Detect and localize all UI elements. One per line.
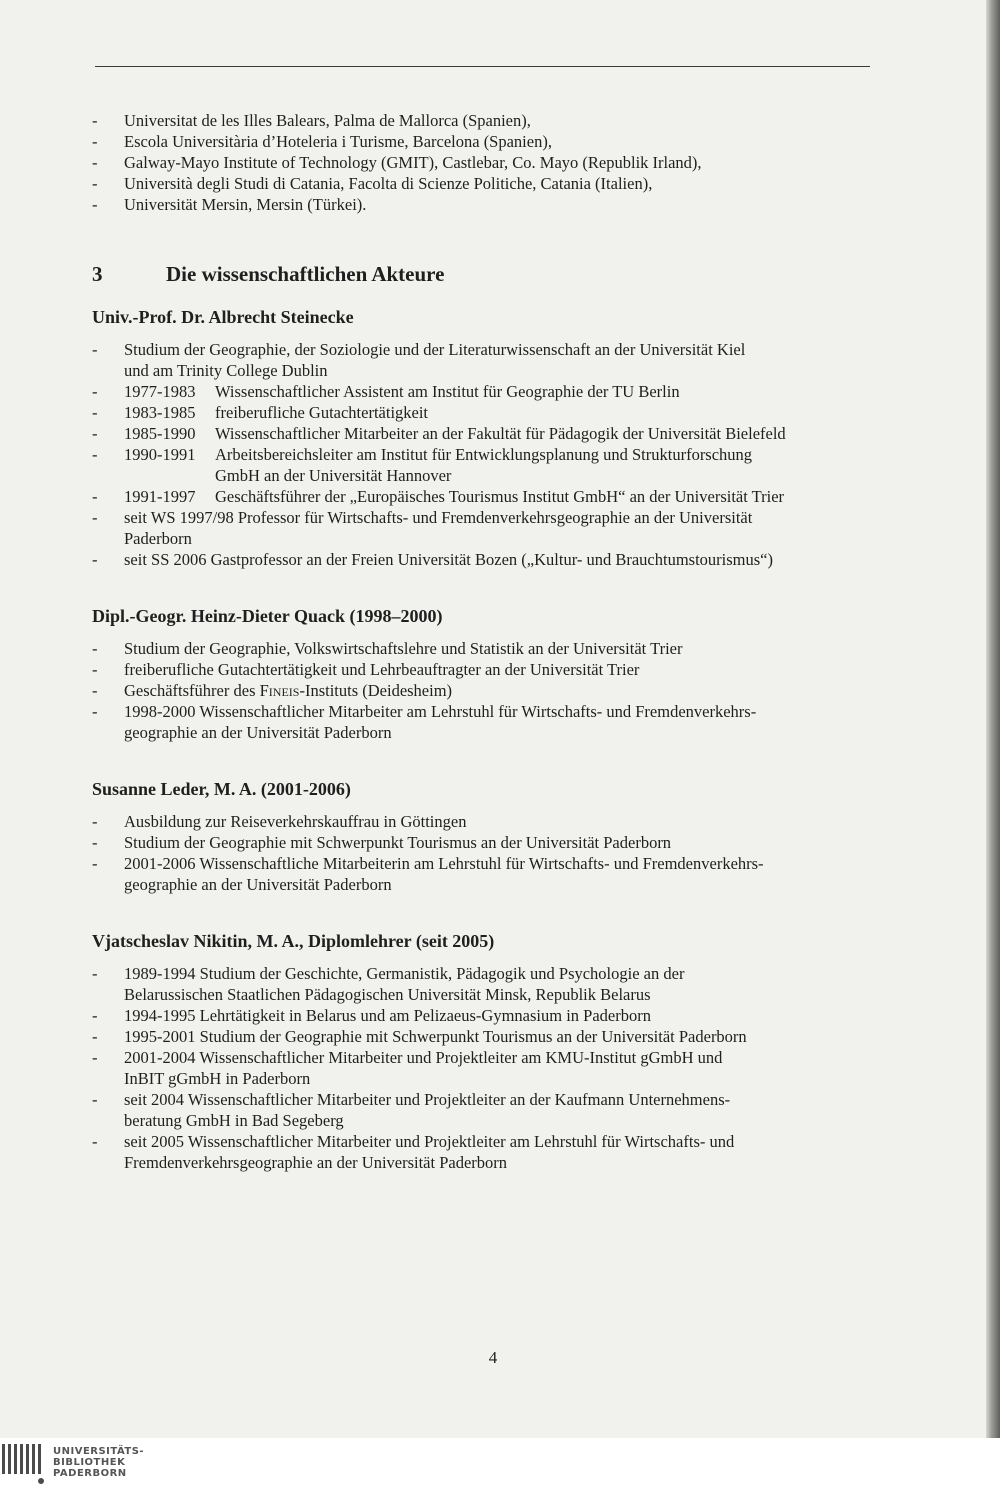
list-item	[92, 1131, 892, 1173]
item-line: InBIT gGmbH in Paderborn	[124, 1069, 311, 1088]
logo-line: UNIVERSITÄTS-	[53, 1446, 145, 1457]
item-text: Wissenschaftlicher Assistent am Institut für Geographie der TU Berlin	[215, 382, 680, 401]
cv-list-steinecke	[92, 339, 892, 570]
cv-list-nikitin	[92, 963, 892, 1173]
item-text: Wissenschaftlicher Mitarbeiter an der Fakultät für Pädagogik der Universität Bielefeld	[215, 424, 786, 443]
list-item: - freiberufliche Gutachtertätigkeit und Lehrbeauftragter an der Universität Trier	[92, 659, 892, 680]
item-line: - Studium der Geographie, der Soziologie und der Literaturwissenschaft an der Universität Kiel	[124, 340, 746, 359]
list-item: - Studium der Geographie, Volkswirtschaftslehre und Statistik an der Universität Trier	[92, 638, 892, 659]
list-item	[92, 853, 892, 895]
list-item: - Università degli Studi di Catania, Facolta di Scienze Politiche, Catania (Italien),	[92, 173, 892, 194]
list-item: - 1995-2001 Studium der Geographie mit Schwerpunkt Tourismus an der Universität Paderborn	[92, 1026, 892, 1047]
item-year: 1983-1985	[124, 403, 196, 422]
list-item: - Galway-Mayo Institute of Technology (GMIT), Castlebar, Co. Mayo (Republik Irland),	[92, 152, 892, 173]
item-line: - 2001-2004 Wissenschaftlicher Mitarbeiter und Projektleiter am KMU-Institut gGmbH und	[124, 1048, 723, 1067]
logo-line: BIBLIOTHEK	[53, 1457, 126, 1468]
cv-list-quack	[92, 638, 892, 743]
item-year: 1990-1991	[124, 445, 196, 464]
logo-line: PADERBORN	[53, 1468, 127, 1479]
cv-list-leder	[92, 811, 892, 895]
section-heading	[92, 261, 892, 287]
item-line: - seit 2004 Wissenschaftlicher Mitarbeiter und Projektleiter an der Kaufmann Unternehmens-	[124, 1090, 731, 1109]
list-item: - Ausbildung zur Reiseverkehrskauffrau in Göttingen	[92, 811, 892, 832]
list-item	[92, 1047, 892, 1089]
list-item	[92, 486, 892, 507]
page-number: 4	[488, 1348, 498, 1367]
item-line: - seit SS 2006 Gastprofessor an der Freien Universität Bozen („Kultur- und Brauchtumstourismus“)	[124, 550, 774, 569]
library-logo-text	[53, 1446, 144, 1479]
list-item	[92, 402, 892, 423]
header-rule	[95, 66, 870, 67]
section-number: 3	[92, 262, 103, 286]
item-line: beratung GmbH in Bad Segeberg	[124, 1111, 344, 1130]
person-heading-nikitin: Vjatscheslav Nikitin, M. A., Diplomlehrer (seit 2005)	[92, 931, 495, 951]
list-item	[92, 680, 892, 701]
person-heading-quack: Dipl.-Geogr. Heinz-Dieter Quack (1998–2000)	[92, 606, 443, 626]
item-text: freiberufliche Gutachtertätigkeit	[215, 403, 429, 422]
item-line: Belarussischen Staatlichen Pädagogischen Universität Minsk, Republik Belarus	[124, 985, 651, 1004]
item-year: 1991-1997	[124, 487, 196, 506]
item-year: 1977-1983	[124, 382, 196, 401]
list-item: - Studium der Geographie mit Schwerpunkt Tourismus an der Universität Paderborn	[92, 832, 892, 853]
list-item: - Escola Universitària d’Hoteleria i Turisme, Barcelona (Spanien),	[92, 131, 892, 152]
item-line: geographie an der Universität Paderborn	[124, 875, 392, 894]
page-content	[92, 110, 892, 1173]
institute-name: Fineis	[259, 681, 300, 700]
item-continuation: GmbH an der Universität Hannover	[215, 466, 452, 485]
list-item	[92, 701, 892, 743]
page-edge-shadow	[986, 0, 1000, 1438]
item-line: Fremdenverkehrsgeographie an der Universität Paderborn	[124, 1153, 508, 1172]
item-line: - seit 2005 Wissenschaftlicher Mitarbeiter und Projektleiter am Lehrstuhl für Wirtschafts- und	[124, 1132, 735, 1151]
list-item: - Universitat de les Illes Balears, Palma de Mallorca (Spanien),	[92, 110, 892, 131]
partner-list	[92, 110, 892, 215]
list-item	[92, 507, 892, 549]
item-line: geographie an der Universität Paderborn	[124, 723, 392, 742]
list-item	[92, 444, 892, 486]
list-item	[92, 1089, 892, 1131]
logo-dot-icon	[38, 1478, 44, 1484]
item-text: Geschäftsführer der „Europäisches Tourismus Institut GmbH“ an der Universität Trier	[215, 487, 785, 506]
item-text: Arbeitsbereichsleiter am Institut für Entwicklungsplanung und Strukturforschung	[215, 445, 753, 464]
person-heading-steinecke: Univ.-Prof. Dr. Albrecht Steinecke	[92, 307, 354, 327]
item-line: - seit WS 1997/98 Professor für Wirtschafts- und Fremdenverkehrsgeographie an der Universität	[124, 508, 753, 527]
list-item	[92, 963, 892, 1005]
item-text: Geschäftsführer des	[124, 681, 260, 700]
item-line: Paderborn	[124, 529, 192, 548]
library-footer	[0, 1438, 1000, 1491]
item-line: - 1998-2000 Wissenschaftlicher Mitarbeiter am Lehrstuhl für Wirtschafts- und Fremdenverkehrs-	[124, 702, 757, 721]
section-title: Die wissenschaftlichen Akteure	[166, 262, 445, 286]
list-item	[92, 339, 892, 381]
item-line: und am Trinity College Dublin	[124, 361, 328, 380]
item-line: - 1989-1994 Studium der Geschichte, Germanistik, Pädagogik und Psychologie an der	[124, 964, 685, 983]
list-item: - Universität Mersin, Mersin (Türkei).	[92, 194, 892, 215]
list-item	[92, 549, 892, 570]
item-line: - 2001-2006 Wissenschaftliche Mitarbeiterin am Lehrstuhl für Wirtschafts- und Fremdenverkehrs-	[124, 854, 764, 873]
list-item	[92, 423, 892, 444]
item-text: -Instituts (Deidesheim)	[299, 681, 453, 700]
item-year: 1985-1990	[124, 424, 196, 443]
list-item: - 1994-1995 Lehrtätigkeit in Belarus und am Pelizaeus-Gymnasium in Paderborn	[92, 1005, 892, 1026]
list-item	[92, 381, 892, 402]
person-heading-leder: Susanne Leder, M. A. (2001-2006)	[92, 779, 351, 799]
